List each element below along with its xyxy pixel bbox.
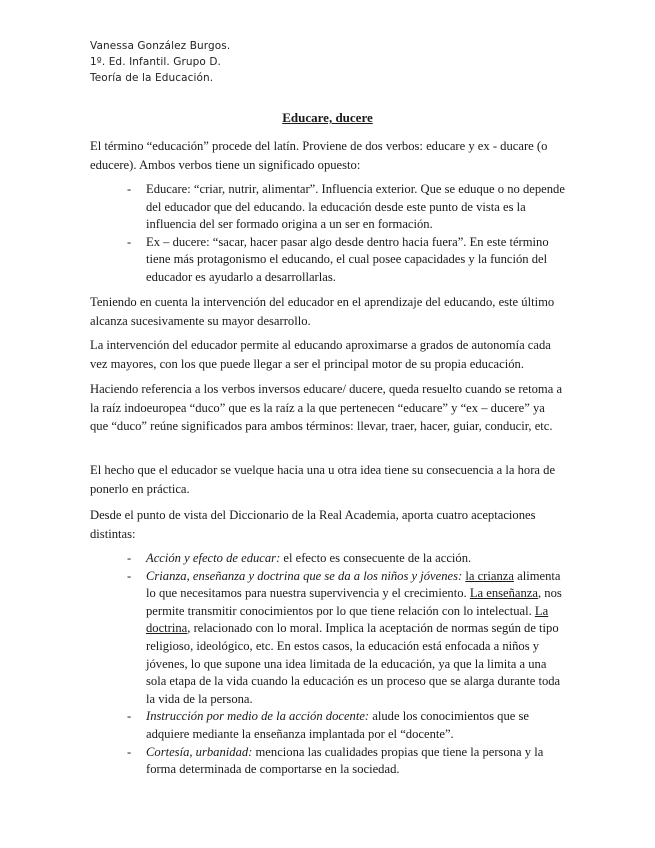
underlined-term: La doctrina: [146, 603, 549, 636]
meaning-text: alimenta lo que necesitamos para nuestra supervivencia y el crecimiento.: [146, 568, 561, 601]
list-item: [127, 550, 567, 568]
verb-term: Ex – ducere: [146, 234, 207, 249]
paragraph: Desde el punto de vista del Diccionario de la Real Academia, aporta cuatro aceptaciones distintas:: [90, 508, 536, 541]
list-item: [127, 708, 567, 743]
list-item: [127, 568, 567, 709]
list-item: [127, 744, 567, 779]
verb-definition: : “criar, nutrir, alimentar”. Influencia exterior. Que se eduque o no depende del educador que del educando. la educación desde este punto de vista es la influencia del ser formado origina a un ser en formación.: [146, 182, 565, 232]
verb-term: Educare: [146, 182, 188, 196]
list-item: [127, 181, 567, 234]
subject-name: Teoría de la Educación.: [90, 72, 214, 84]
course-group: 1º. Ed. Infantil. Grupo D.: [90, 56, 221, 68]
meaning-text: menciona las cualidades propias que tiene la persona y la forma determinada de comportarse en la sociedad.: [146, 744, 544, 777]
meaning-text: alude los conocimientos que se adquiere mediante la enseñanza implantada por el “docente”.: [146, 709, 529, 741]
intro-paragraph: El término “educación” procede del latín. Proviene de dos verbos: educare y ex - ducare (o educere). Ambos verbos tiene un significado opuesto:: [90, 139, 548, 172]
document-title: Educare, ducere: [282, 110, 373, 125]
author-name: Vanessa González Burgos.: [90, 40, 231, 52]
meaning-term: Crianza, enseñanza y doctrina que se da a los niños y jóvenes:: [146, 568, 463, 583]
paragraph: Teniendo en cuenta la intervención del educador en el aprendizaje del educando, este último alcanza sucesivamente su mayor desarrollo.: [90, 295, 555, 328]
meaning-term: Instrucción por medio de la acción docente:: [146, 709, 370, 724]
paragraph: El hecho que el educador se vuelque hacia una u otra idea tiene su consecuencia a la hora de ponerlo en práctica.: [90, 463, 556, 496]
meaning-term: Cortesía, urbanidad:: [146, 744, 253, 759]
verb-definition: : “sacar, hacer pasar algo desde dentro hacia fuera”. En este término tiene más protagonismo el educando, el cual posee capacidades y la función del educador es ayudarlo a desarrollarlas.: [146, 234, 549, 284]
meaning-term: Acción y efecto de educar:: [146, 551, 281, 565]
meaning-text: el efecto es consecuente de la acción.: [280, 551, 472, 565]
meanings-list: [127, 550, 567, 779]
meaning-text: , nos permite transmitir conocimientos por lo que tiene relación con lo intelectual.: [146, 586, 562, 618]
paragraph: La intervención del educador permite al educando aproximarse a grados de autonomía cada vez mayores, con los que puede llegar a ser el principal motor de su propia educación.: [90, 338, 551, 371]
list-item: [127, 234, 567, 287]
underlined-term: La enseñanza: [469, 586, 538, 601]
verb-list: [127, 181, 567, 287]
meaning-text: , relacionado con lo moral. Implica la aceptación de normas según de tipo religioso, ideológico, etc. En estos casos, la educación está enfocada a niños y jóvenes, lo que supone una idea limitada de la educación, ya que la limita a una sola etapa de la vida cuando la educación es un proceso que se alarga durante toda la vida de la persona.: [146, 621, 561, 706]
paragraph: Haciendo referencia a los verbos inversos educare/ ducere, queda resuelto cuando se retoma a la raíz indoeuropea “duco” que es la raíz a la que pertenecen “educare” y “ex – ducere” ya que “duco” reúne significados para ambos términos: llevar, traer, hacer, guiar, conducir, etc.: [90, 382, 563, 433]
underlined-term: la crianza: [465, 568, 514, 583]
